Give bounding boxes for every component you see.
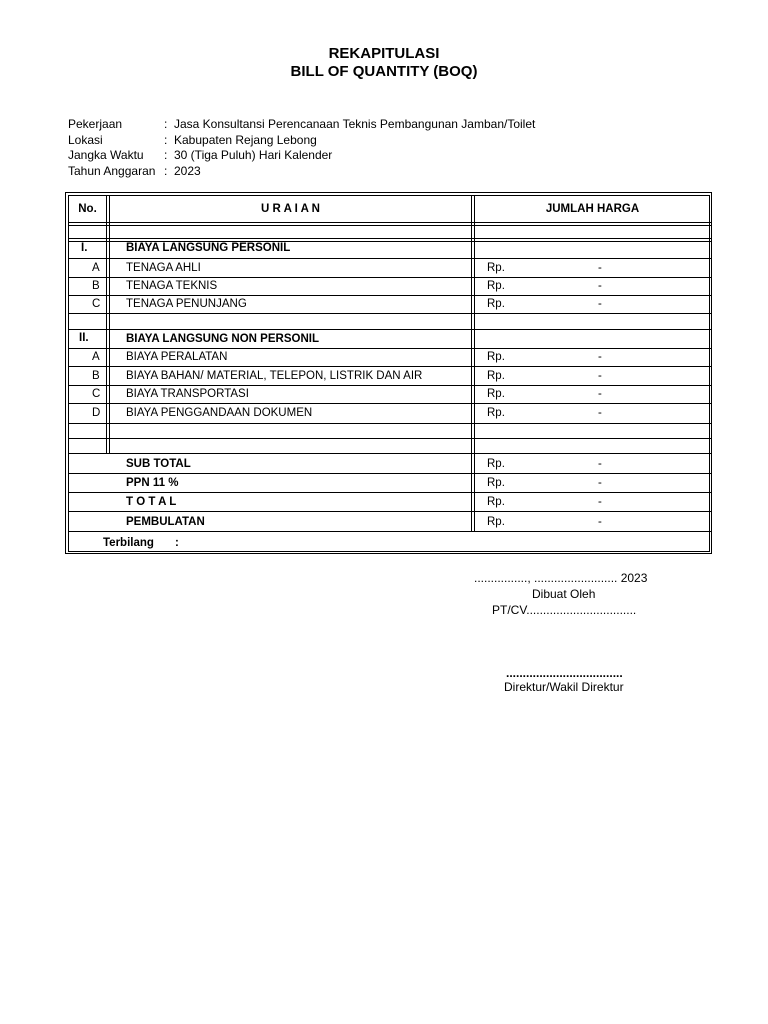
terbilang-label: Terbilang — [103, 537, 154, 549]
item-currency: Rp. — [487, 388, 505, 400]
info-label: Lokasi — [68, 132, 103, 147]
info-label: Pekerjaan — [68, 117, 123, 131]
item-amount: - — [598, 298, 602, 310]
signature-made-by: Dibuat Oleh — [532, 587, 596, 601]
info-colon: : — [164, 148, 168, 163]
item-amount: - — [598, 351, 602, 363]
total-label: T O T A L — [126, 496, 177, 508]
info-value: 2023 — [174, 163, 201, 178]
document-subtitle: BILL OF QUANTITY (BOQ) — [290, 63, 478, 80]
pembulatan-currency: Rp. — [487, 516, 505, 528]
document-title: REKAPITULASI — [328, 45, 440, 62]
item-letter: B — [92, 370, 100, 382]
item-currency: Rp. — [487, 262, 505, 274]
info-colon: : — [164, 117, 168, 131]
item-description: BIAYA PENGGANDAAN DOKUMEN — [126, 407, 313, 419]
signature-date-line: ................, ......................... 2023 — [474, 571, 648, 585]
ppn-currency: Rp. — [487, 477, 505, 489]
item-description: TENAGA PENUNJANG — [126, 298, 247, 310]
item-amount: - — [598, 407, 602, 419]
section-number: I. — [81, 242, 88, 254]
ppn-amount: - — [598, 477, 602, 489]
info-label: Jangka Waktu — [68, 148, 144, 163]
item-description: BIAYA PERALATAN — [126, 351, 228, 363]
item-currency: Rp. — [487, 407, 505, 419]
subtotal-label: SUB TOTAL — [126, 458, 191, 470]
project-info — [68, 117, 535, 179]
item-letter: C — [92, 298, 101, 310]
section-title: BIAYA LANGSUNG NON PERSONIL — [126, 333, 319, 345]
item-amount: - — [598, 370, 602, 382]
boq-table — [65, 192, 712, 554]
subtotal-currency: Rp. — [487, 458, 505, 470]
item-amount: - — [598, 280, 602, 292]
pembulatan-amount: - — [598, 516, 602, 528]
signature-position: Direktur/Wakil Direktur — [504, 680, 624, 694]
item-letter: A — [92, 262, 100, 274]
section-number: II. — [79, 332, 89, 344]
info-row-tahun-anggaran — [68, 164, 535, 180]
signature-name-line: ................................... — [506, 666, 623, 680]
info-row-lokasi — [68, 133, 535, 149]
info-row-pekerjaan — [68, 117, 535, 133]
item-letter: B — [92, 280, 100, 292]
info-value: 30 (Tiga Puluh) Hari Kalender — [174, 148, 333, 163]
item-currency: Rp. — [487, 351, 505, 363]
info-colon: : — [164, 163, 168, 178]
item-description: TENAGA AHLI — [126, 262, 201, 274]
subtotal-amount: - — [598, 458, 602, 470]
total-amount: - — [598, 496, 602, 508]
terbilang-colon: : — [175, 537, 179, 549]
info-label: Tahun Anggaran — [68, 163, 156, 178]
item-currency: Rp. — [487, 298, 505, 310]
info-value: Kabupaten Rejang Lebong — [174, 132, 317, 147]
ppn-label: PPN 11 % — [126, 477, 179, 489]
total-currency: Rp. — [487, 496, 505, 508]
item-letter: C — [92, 388, 101, 400]
item-letter: D — [92, 407, 101, 419]
item-description: TENAGA TEKNIS — [126, 280, 218, 292]
info-colon: : — [164, 132, 168, 147]
signature-company: PT/CV................................. — [492, 603, 637, 617]
item-description: BIAYA TRANSPORTASI — [126, 388, 249, 400]
info-row-jangka-waktu — [68, 148, 535, 164]
header-no: No. — [78, 203, 97, 215]
item-currency: Rp. — [487, 280, 505, 292]
pembulatan-label: PEMBULATAN — [126, 516, 205, 528]
item-description: BIAYA BAHAN/ MATERIAL, TELEPON, LISTRIK DAN AIR — [126, 370, 423, 382]
item-currency: Rp. — [487, 370, 505, 382]
item-amount: - — [598, 262, 602, 274]
item-amount: - — [598, 388, 602, 400]
info-value: Jasa Konsultansi Perencanaan Teknis Pembangunan Jamban/Toilet — [174, 117, 536, 131]
header-uraian: U R A I A N — [261, 203, 320, 215]
item-letter: A — [92, 351, 100, 363]
header-jumlah-harga: JUMLAH HARGA — [545, 203, 640, 215]
section-title: BIAYA LANGSUNG PERSONIL — [126, 242, 291, 254]
